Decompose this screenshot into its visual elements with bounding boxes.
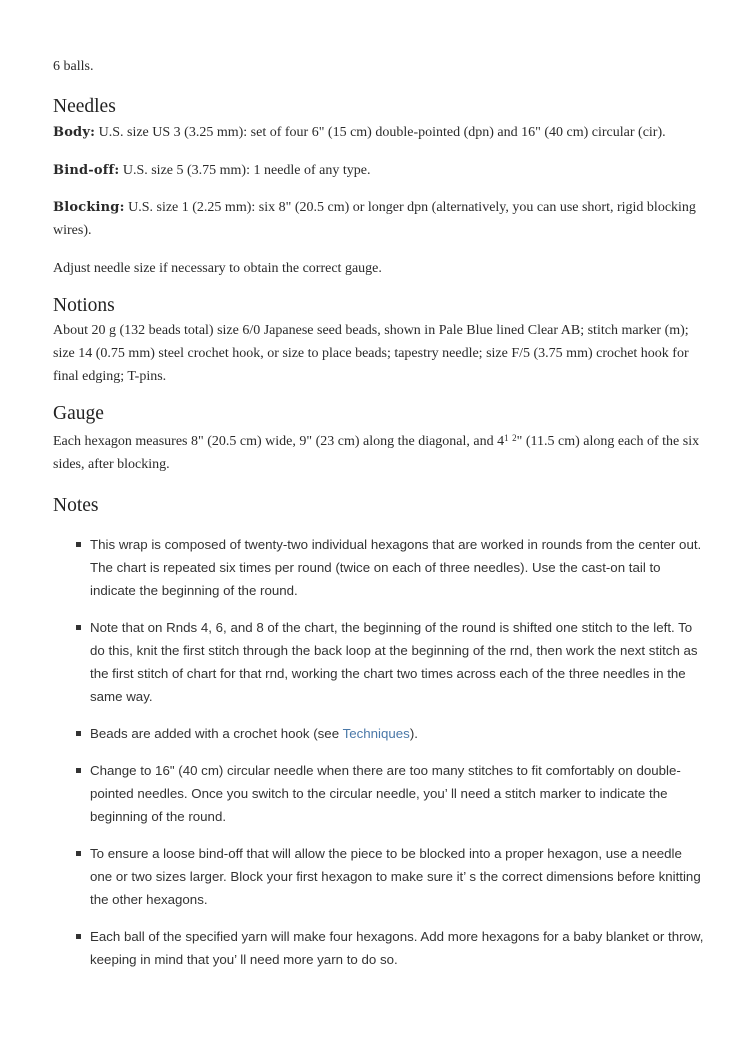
gauge-text-b: " (11.5 cm) along each of the six sides, after blocking. <box>53 434 700 472</box>
needles-heading: Needles <box>53 96 116 117</box>
pattern-content <box>53 94 705 985</box>
notes-heading: Notes <box>53 495 99 516</box>
gauge-section <box>53 401 705 476</box>
list-item <box>53 759 705 828</box>
list-item <box>53 533 705 602</box>
bullet-icon <box>76 542 81 547</box>
note-text-after-link: ). <box>409 726 418 741</box>
needles-body-paragraph <box>53 121 705 144</box>
needles-adjust-paragraph: Adjust needle size if necessary to obtain the correct gauge. <box>53 261 382 276</box>
note-text: To ensure a loose bind-off that will allow the piece to be blocked into a proper hexagon, use a needle one or two sizes larger. Block your first hexagon to make sure it’ s the correct dimensions before knitting the other hexagons. <box>90 846 701 907</box>
yarn-quantity-text: 6 balls. <box>53 59 94 74</box>
note-text-before-link: Beads are added with a crochet hook (see <box>90 726 343 741</box>
bullet-icon <box>76 625 81 630</box>
list-item <box>53 616 705 708</box>
needles-section <box>53 94 705 280</box>
list-item <box>53 842 705 911</box>
notions-section <box>53 293 705 388</box>
blocking-label: Blocking: <box>53 200 125 215</box>
bindoff-text: U.S. size 5 (3.75 mm): 1 needle of any type. <box>119 163 371 178</box>
needles-blocking-paragraph <box>53 196 705 242</box>
note-text: This wrap is composed of twenty-two individual hexagons that are worked in rounds from the center out. The chart is repeated six times per round (twice on each of three needles). Use the cast-on tail to indicate the beginning of the round. <box>90 537 702 598</box>
blocking-text: U.S. size 1 (2.25 mm): six 8" (20.5 cm) or longer dpn (alternatively, you can use short, rigid blocking wires). <box>53 200 696 238</box>
note-text: Note that on Rnds 4, 6, and 8 of the chart, the beginning of the round is shifted one stitch to the left. To do this, knit the first stitch through the back loop at the beginning of the rnd, then work the next stitch as the first stitch of chart for that rnd, working the chart two times across each of the three needles in the same way. <box>90 620 698 704</box>
gauge-fraction-denominator: 2 <box>512 433 517 443</box>
list-item <box>53 925 705 971</box>
bullet-icon <box>76 934 81 939</box>
gauge-paragraph <box>53 427 705 476</box>
note-text <box>90 722 705 745</box>
bullet-icon <box>76 851 81 856</box>
notions-paragraph: About 20 g (132 beads total) size 6/0 Japanese seed beads, shown in Pale Blue lined Clear AB; stitch marker (m); size 14 (0.75 mm) steel crochet hook, or size to place beads; tapestry needle; size F/5 (3.75 mm) crochet hook for final edging; T-pins. <box>53 323 689 384</box>
gauge-fraction-numerator: 1 <box>504 433 509 443</box>
techniques-link[interactable]: Techniques <box>342 726 410 741</box>
body-label: Body: <box>53 125 96 140</box>
notions-heading: Notions <box>53 295 115 316</box>
bullet-icon <box>76 731 81 736</box>
notes-list <box>53 533 705 971</box>
list-item <box>53 722 705 745</box>
bullet-icon <box>76 768 81 773</box>
note-text: Change to 16" (40 cm) circular needle when there are too many stitches to fit comfortably on double-pointed needles. Once you switch to the circular needle, you’ ll need a stitch marker to indicate the beginning of the round. <box>90 763 681 824</box>
gauge-text-a: Each hexagon measures 8" (20.5 cm) wide, 9" (23 cm) along the diagonal, and 4 <box>53 434 505 449</box>
note-text: Each ball of the specified yarn will make four hexagons. Add more hexagons for a baby blanket or throw, keeping in mind that you’ ll need more yarn to do so. <box>90 929 704 967</box>
notes-section <box>53 493 705 971</box>
gauge-heading: Gauge <box>53 403 104 424</box>
bindoff-label: Bind-off: <box>53 163 120 178</box>
body-text: U.S. size US 3 (3.25 mm): set of four 6" (15 cm) double-pointed (dpn) and 16" (40 cm) circular (cir). <box>95 125 666 140</box>
needles-bindoff-paragraph <box>53 159 705 182</box>
